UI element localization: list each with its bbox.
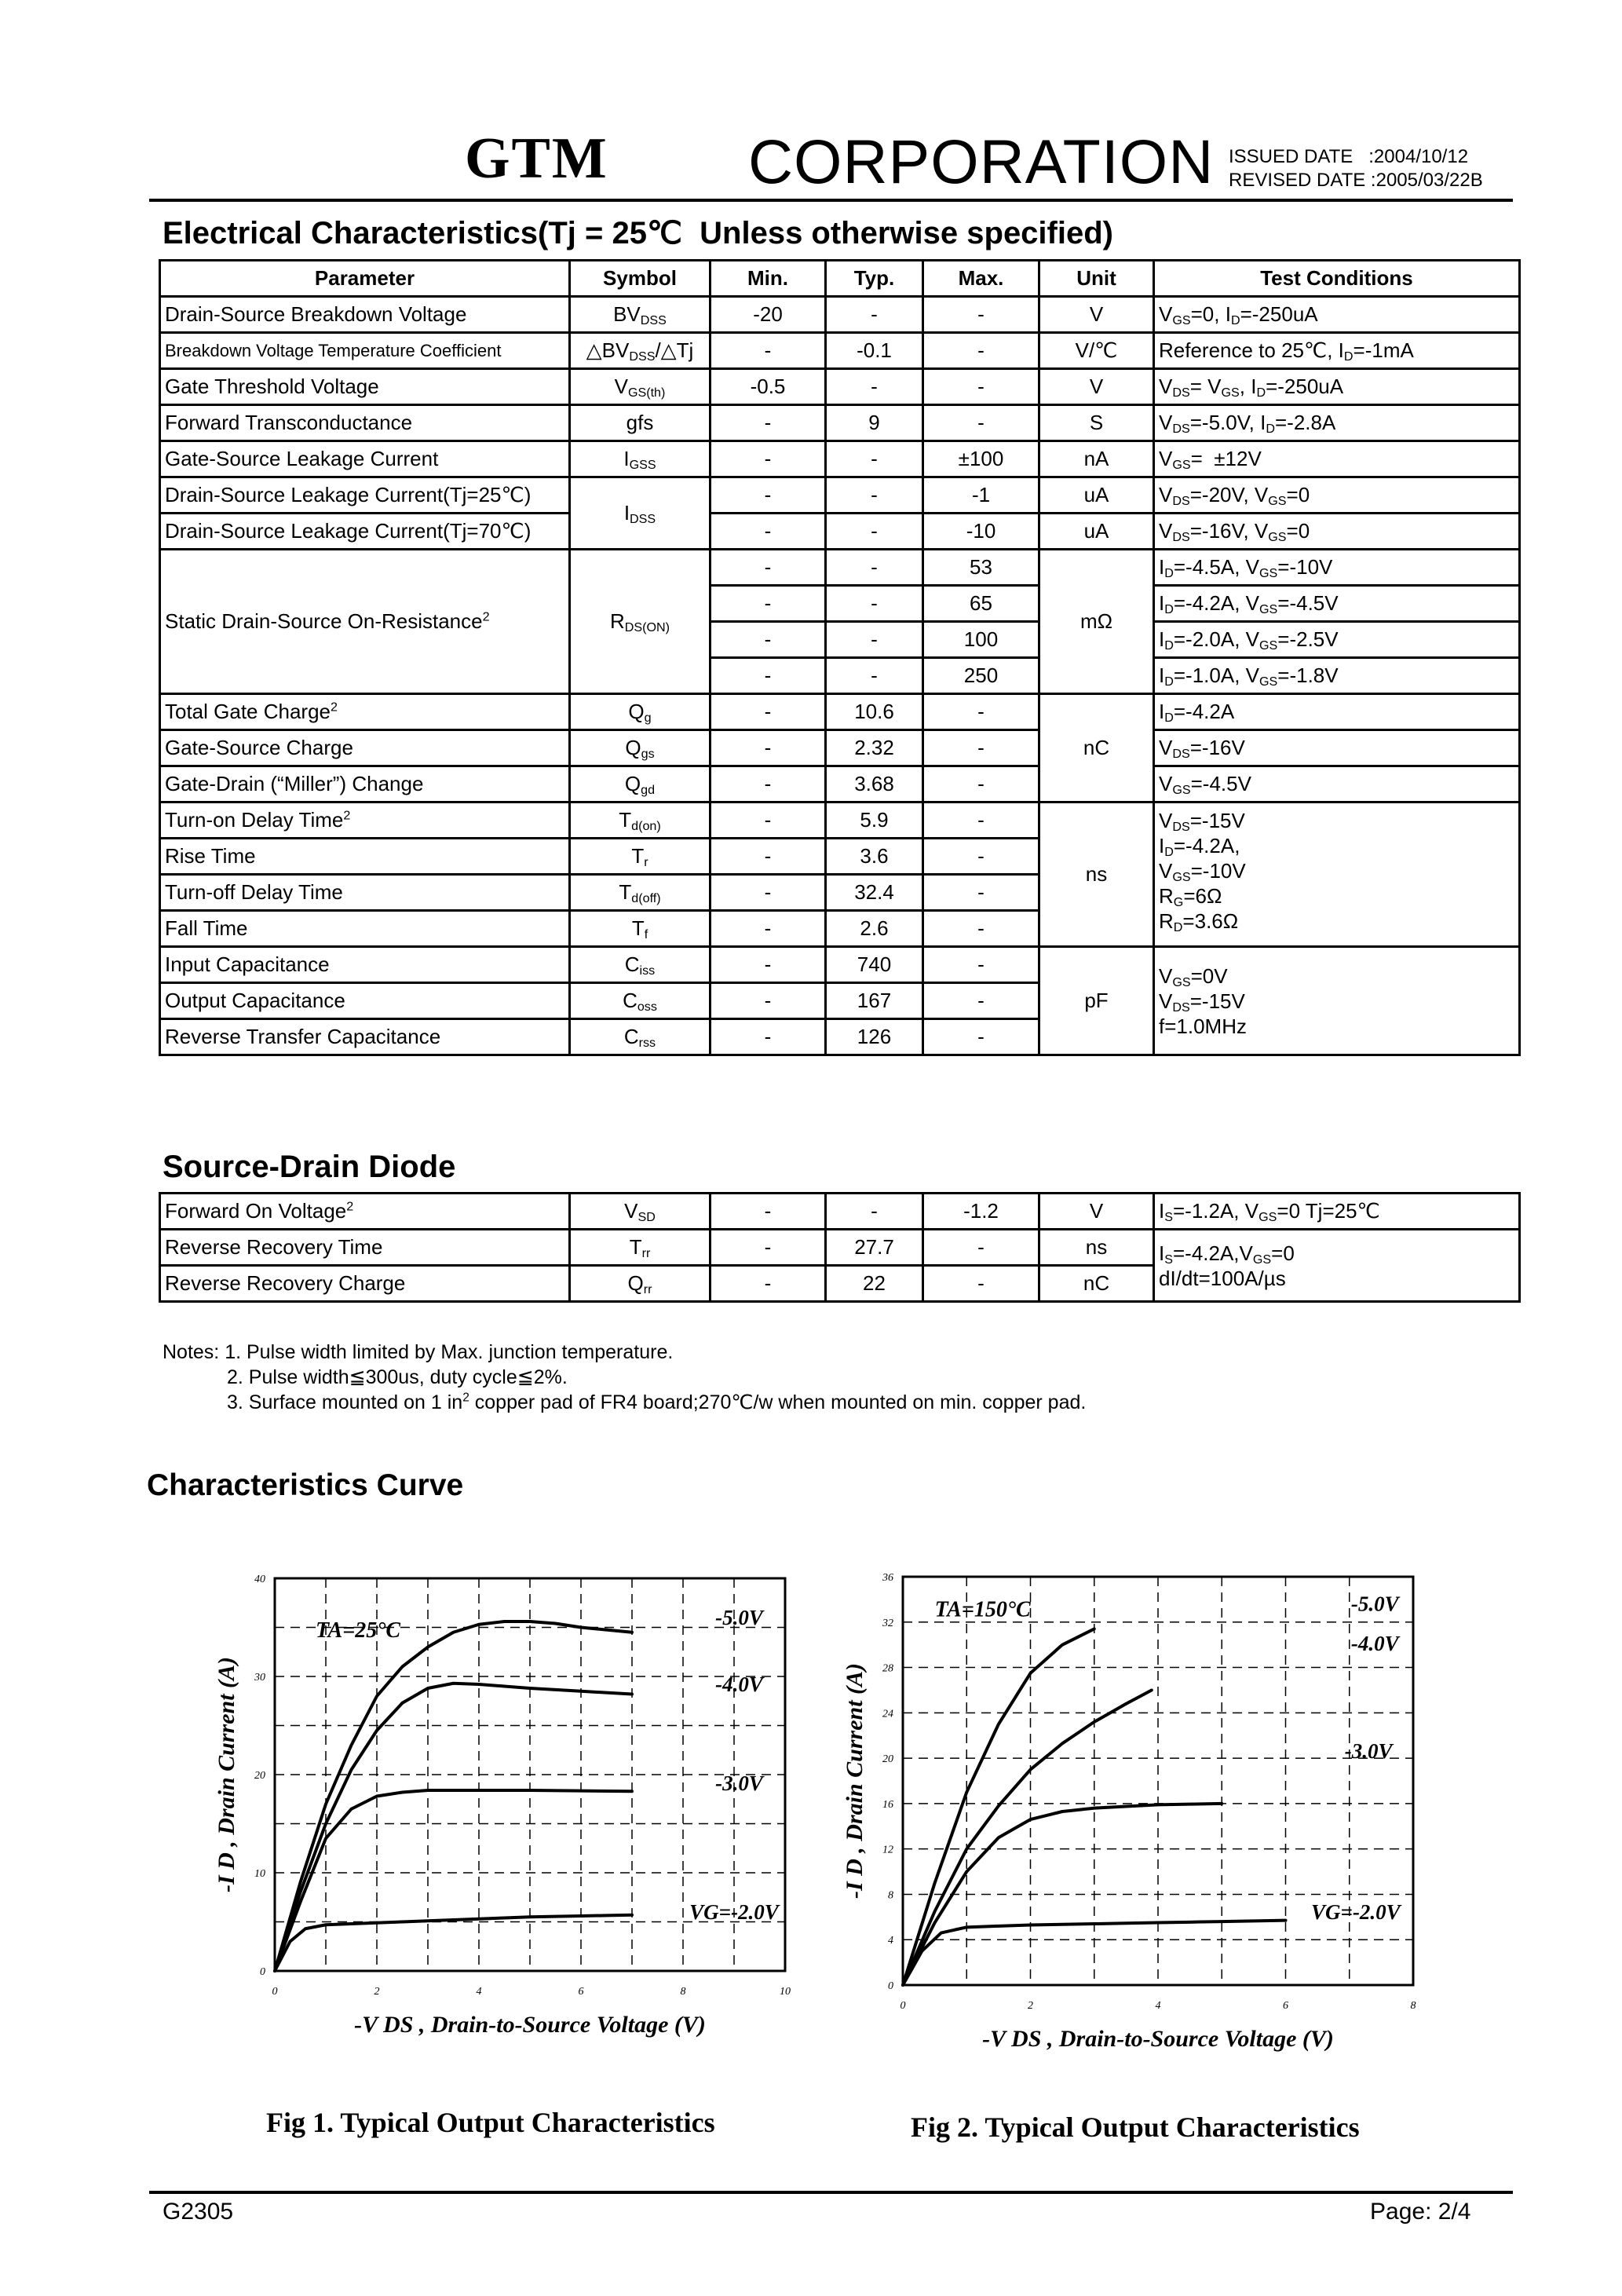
col-typ: Typ.: [826, 261, 923, 297]
typ-cell: 3.6: [826, 839, 923, 875]
table-row: [160, 730, 1520, 766]
table-row: [160, 369, 1520, 405]
unit-cell: nC: [1039, 694, 1154, 803]
series-line: [275, 1915, 632, 1971]
max-cell: -: [923, 766, 1039, 803]
typ-cell: -: [826, 441, 923, 477]
typ-cell: 3.68: [826, 766, 923, 803]
typ-cell: -0.1: [826, 333, 923, 369]
param-cell: Gate-Drain (“Miller”) Change: [160, 766, 570, 803]
symbol-cell: $C_{iss}$: [570, 947, 711, 983]
note-3: 3. Surface mounted on 1 $in^2$ copper pad of FR4 board;270℃/w when mounted on min. copper pad.: [227, 1391, 1087, 1413]
table-row: [160, 803, 1520, 839]
y-tick-label: 28: [882, 1662, 893, 1675]
symbol-cell: $I_{DSS}$: [570, 477, 711, 550]
min-cell: -: [711, 405, 826, 441]
x-tick-label: 6: [578, 1986, 584, 1998]
table-row: [160, 333, 1520, 369]
max-cell: -: [923, 839, 1039, 875]
x-axis-label: -V DS , Drain-to-Source Voltage (V): [982, 2026, 1334, 2052]
y-tick-label: 20: [882, 1753, 893, 1766]
cond-cell: $V_{GS}=0$, $I_D=-250uA$: [1154, 297, 1520, 333]
y-tick-label: 10: [254, 1868, 265, 1880]
col-unit: Unit: [1039, 261, 1154, 297]
min-cell: -: [711, 1019, 826, 1055]
param-cell: Gate-Source Leakage Current: [160, 441, 570, 477]
symbol-cell: $I_{GSS}$: [570, 441, 711, 477]
col-min: Min.: [711, 261, 826, 297]
param-cell: Drain-Source Breakdown Voltage: [160, 297, 570, 333]
param-cell: Rise Time: [160, 839, 570, 875]
condition-label: TA=25°C: [316, 1618, 401, 1643]
max-cell: -10: [923, 514, 1039, 550]
typ-cell: -: [826, 477, 923, 514]
min-cell: -: [711, 441, 826, 477]
max-cell: -: [923, 405, 1039, 441]
series-label: -4.0V: [715, 1672, 763, 1696]
typ-cell: 22: [826, 1266, 923, 1302]
typ-cell: -: [826, 369, 923, 405]
symbol-cell: $Q_g$: [570, 694, 711, 730]
unit-cell: V: [1039, 1194, 1154, 1230]
min-cell: -: [711, 586, 826, 622]
param-cell: Fall Time: [160, 911, 570, 947]
max-cell: -: [923, 333, 1039, 369]
fig1-caption: Fig 1. Typical Output Characteristics: [266, 2107, 715, 2138]
cond-cell: $I_D=-4.2A$: [1154, 694, 1520, 730]
typ-cell: 2.32: [826, 730, 923, 766]
note-2: 2. Pulse width≦300us, duty cycle≦2%.: [227, 1366, 568, 1388]
series-label: VG=-2.0V: [1311, 1900, 1401, 1925]
typ-cell: 740: [826, 947, 923, 983]
param-cell: Input Capacitance: [160, 947, 570, 983]
revised-date: REVISED DATE :2005/03/22B: [1229, 170, 1483, 191]
symbol-cell: $C_{oss}$: [570, 983, 711, 1019]
cond-cell: $V_{DS}=-16V$, $V_{GS}=0$: [1154, 514, 1520, 550]
max-cell: -1.2: [923, 1194, 1039, 1230]
x-tick-label: 0: [272, 1986, 278, 1998]
max-cell: -: [923, 694, 1039, 730]
fig2-chart: [832, 1539, 1460, 2089]
param-cell: Reverse Transfer Capacitance: [160, 1019, 570, 1055]
electrical-characteristics-table: [159, 259, 1521, 1056]
symbol-cell: $T_{d(off)}$: [570, 875, 711, 911]
table-row: [160, 766, 1520, 803]
series-label: -5.0V: [715, 1605, 763, 1629]
cond-cell: $I_D=-1.0A$, $V_{GS}=-1.8V$: [1154, 658, 1520, 694]
min-cell: -: [711, 803, 826, 839]
issued-date: ISSUED DATE :2004/10/12: [1229, 146, 1469, 167]
curves-title: Characteristics Curve: [147, 1468, 464, 1502]
y-tick-label: 8: [888, 1889, 893, 1902]
y-tick-label: 4: [888, 1935, 893, 1947]
typ-cell: 10.6: [826, 694, 923, 730]
min-cell: -: [711, 658, 826, 694]
typ-cell: -: [826, 586, 923, 622]
unit-cell: nC: [1039, 1266, 1154, 1302]
ec-title: Electrical Characteristics(Tj = 25℃ Unless otherwise specified): [163, 216, 1113, 250]
typ-cell: -: [826, 1194, 923, 1230]
y-axis-label: -I D , Drain Current (A): [214, 1656, 239, 1893]
series-label: -3.0V: [715, 1771, 763, 1795]
footer-page-number: Page: 2/4: [1370, 2199, 1471, 2225]
fig1-chart: [196, 1539, 824, 2097]
series-label: VG=-2.0V: [689, 1899, 779, 1924]
min-cell: -20: [711, 297, 826, 333]
symbol-cell: $T_{rr}$: [570, 1230, 711, 1266]
symbol-cell: $T_{d(on)}$: [570, 803, 711, 839]
x-tick-label: 2: [1028, 2000, 1033, 2012]
x-tick-label: 0: [900, 2000, 906, 2012]
symbol-cell: $Q_{gd}$: [570, 766, 711, 803]
series-label: -3.0V: [1344, 1739, 1393, 1764]
cond-cell: Reference to 25℃, $I_D=-1mA$: [1154, 333, 1520, 369]
param-cell: Drain-Source Leakage Current(Tj=70℃): [160, 514, 570, 550]
typ-cell: 167: [826, 983, 923, 1019]
param-cell: Reverse Recovery Time: [160, 1230, 570, 1266]
unit-cell: V: [1039, 369, 1154, 405]
min-cell: -: [711, 983, 826, 1019]
series-line: [903, 1690, 1152, 1985]
min-cell: -: [711, 1194, 826, 1230]
param-cell: Breakdown Voltage Temperature Coefficient: [160, 333, 570, 369]
y-tick-label: 12: [882, 1844, 893, 1856]
y-tick-label: 0: [888, 1980, 893, 1992]
company-name: CORPORATION: [748, 126, 1215, 196]
max-cell: ±100: [923, 441, 1039, 477]
typ-cell: -: [826, 550, 923, 586]
min-cell: -: [711, 1230, 826, 1266]
max-cell: -: [923, 911, 1039, 947]
y-axis-label: -I D , Drain Current (A): [842, 1662, 868, 1899]
x-tick-label: 10: [780, 1986, 791, 1998]
series-line: [275, 1684, 632, 1971]
cond-cell: $I_S=-1.2A$, $V_{GS}=0$ Tj=25℃: [1154, 1194, 1520, 1230]
param-cell: Gate-Source Charge: [160, 730, 570, 766]
cond-cell: $V_{DS}=-16V$: [1154, 730, 1520, 766]
x-tick-label: 8: [680, 1986, 686, 1998]
max-cell: -: [923, 803, 1039, 839]
cond-cell: $V_{DS}=-5.0V$, $I_D=-2.8A$: [1154, 405, 1520, 441]
max-cell: 250: [923, 658, 1039, 694]
note-1: Notes: 1. Pulse width limited by Max. junction temperature.: [163, 1341, 674, 1363]
typ-cell: 126: [826, 1019, 923, 1055]
min-cell: -: [711, 477, 826, 514]
typ-cell: 32.4: [826, 875, 923, 911]
min-cell: -: [711, 947, 826, 983]
y-tick-label: 16: [882, 1798, 893, 1811]
min-cell: -: [711, 875, 826, 911]
typ-cell: -: [826, 622, 923, 658]
max-cell: -: [923, 1266, 1039, 1302]
table-row: [160, 550, 1520, 586]
unit-cell: V: [1039, 297, 1154, 333]
min-cell: -: [711, 839, 826, 875]
table-row: [160, 477, 1520, 514]
cond-cell: $I_D=-4.5A$, $V_{GS}=-10V$: [1154, 550, 1520, 586]
min-cell: -: [711, 514, 826, 550]
symbol-cell: $\triangle BV_{DSS}/\triangle Tj$: [570, 333, 711, 369]
symbol-cell: $Q_{gs}$: [570, 730, 711, 766]
symbol-cell: $V_{GS(th)}$: [570, 369, 711, 405]
y-tick-label: 32: [882, 1617, 893, 1629]
param-cell: Turn-off Delay Time: [160, 875, 570, 911]
footer-part-number: G2305: [163, 2199, 234, 2225]
col-test-conditions: Test Conditions: [1154, 261, 1520, 297]
typ-cell: 9: [826, 405, 923, 441]
table-row: [160, 694, 1520, 730]
param-cell: Total Gate Charge$^2$: [160, 694, 570, 730]
table-row: [160, 947, 1520, 983]
typ-cell: 27.7: [826, 1230, 923, 1266]
y-tick-label: 0: [260, 1966, 265, 1978]
cond-cell: $V_{DS}=-20V$, $V_{GS}=0$: [1154, 477, 1520, 514]
revision-dates: [1229, 145, 1483, 192]
cond-cell: $I_D=-2.0A$, $V_{GS}=-2.5V$: [1154, 622, 1520, 658]
unit-cell: S: [1039, 405, 1154, 441]
symbol-cell: $BV_{DSS}$: [570, 297, 711, 333]
y-tick-label: 24: [882, 1708, 893, 1720]
series-label: -5.0V: [1350, 1592, 1399, 1616]
unit-cell: ns: [1039, 803, 1154, 947]
unit-cell: uA: [1039, 477, 1154, 514]
min-cell: -: [711, 1266, 826, 1302]
param-cell: Output Capacitance: [160, 983, 570, 1019]
symbol-cell: gfs: [570, 405, 711, 441]
y-tick-label: 36: [882, 1572, 893, 1584]
cond-cell: $V_{GS}=0V$ $V_{DS}=-15V$ f=1.0MHz: [1154, 947, 1520, 1055]
param-cell: Gate Threshold Voltage: [160, 369, 570, 405]
x-tick-label: 2: [374, 1986, 380, 1998]
max-cell: 100: [923, 622, 1039, 658]
sdd-title: Source-Drain Diode: [163, 1150, 456, 1184]
param-cell: Forward On Voltage$^2$: [160, 1194, 570, 1230]
table-header-row: [160, 261, 1520, 297]
max-cell: -: [923, 1230, 1039, 1266]
min-cell: -0.5: [711, 369, 826, 405]
param-cell: Static Drain-Source On-Resistance$^2$: [160, 550, 570, 694]
header-rule: [149, 199, 1513, 202]
typ-cell: -: [826, 658, 923, 694]
param-cell: Forward Transconductance: [160, 405, 570, 441]
symbol-cell: $T_f$: [570, 911, 711, 947]
max-cell: -: [923, 947, 1039, 983]
x-tick-label: 4: [1155, 2000, 1161, 2012]
unit-cell: pF: [1039, 947, 1154, 1055]
min-cell: -: [711, 911, 826, 947]
symbol-cell: $R_{DS(ON)}$: [570, 550, 711, 694]
min-cell: -: [711, 766, 826, 803]
y-tick-label: 40: [254, 1574, 265, 1585]
param-cell: Drain-Source Leakage Current(Tj=25℃): [160, 477, 570, 514]
y-tick-label: 20: [254, 1770, 265, 1782]
cond-cell: $V_{GS}=-4.5V$: [1154, 766, 1520, 803]
cond-cell: $I_D=-4.2A$, $V_{GS}=-4.5V$: [1154, 586, 1520, 622]
cond-cell: $I_S=-4.2A,V_{GS}=0$ dI/dt=100A/µs: [1154, 1230, 1520, 1302]
max-cell: -: [923, 730, 1039, 766]
x-tick-label: 6: [1283, 2000, 1288, 2012]
col-symbol: Symbol: [570, 261, 711, 297]
typ-cell: 5.9: [826, 803, 923, 839]
notes: [163, 1340, 1086, 1415]
company-logo: GTM: [465, 126, 608, 191]
max-cell: -: [923, 983, 1039, 1019]
min-cell: -: [711, 550, 826, 586]
table-row: [160, 297, 1520, 333]
cond-cell: $V_{GS}= \pm 12V$: [1154, 441, 1520, 477]
x-axis-label: -V DS , Drain-to-Source Voltage (V): [354, 2012, 706, 2038]
unit-cell: nA: [1039, 441, 1154, 477]
max-cell: 65: [923, 586, 1039, 622]
unit-cell: V/℃: [1039, 333, 1154, 369]
symbol-cell: $C_{rss}$: [570, 1019, 711, 1055]
x-tick-label: 8: [1410, 2000, 1416, 2012]
table-row: [160, 514, 1520, 550]
max-cell: -: [923, 875, 1039, 911]
max-cell: -1: [923, 477, 1039, 514]
symbol-cell: $Q_{rr}$: [570, 1266, 711, 1302]
min-cell: -: [711, 333, 826, 369]
table-row: [160, 1230, 1520, 1266]
table-row: [160, 441, 1520, 477]
table-row: [160, 1194, 1520, 1230]
unit-cell: ns: [1039, 1230, 1154, 1266]
condition-label: TA=150°C: [934, 1597, 1031, 1622]
col-parameter: Parameter: [160, 261, 570, 297]
unit-cell: mΩ: [1039, 550, 1154, 694]
footer-rule: [149, 2191, 1513, 2194]
max-cell: -: [923, 1019, 1039, 1055]
symbol-cell: $T_r$: [570, 839, 711, 875]
col-max: Max.: [923, 261, 1039, 297]
min-cell: -: [711, 694, 826, 730]
y-tick-label: 30: [254, 1672, 265, 1684]
typ-cell: -: [826, 514, 923, 550]
typ-cell: -: [826, 297, 923, 333]
table-row: [160, 405, 1520, 441]
max-cell: 53: [923, 550, 1039, 586]
param-cell: Reverse Recovery Charge: [160, 1266, 570, 1302]
symbol-cell: $V_{SD}$: [570, 1194, 711, 1230]
cond-cell: $V_{DS}= V_{GS}$, $I_D=-250uA$: [1154, 369, 1520, 405]
max-cell: -: [923, 369, 1039, 405]
series-label: -4.0V: [1350, 1631, 1399, 1655]
param-cell: Turn-on Delay Time$^2$: [160, 803, 570, 839]
min-cell: -: [711, 622, 826, 658]
x-tick-label: 4: [476, 1986, 482, 1998]
fig2-caption: Fig 2. Typical Output Characteristics: [911, 2111, 1360, 2143]
source-drain-diode-table: [159, 1192, 1521, 1303]
typ-cell: 2.6: [826, 911, 923, 947]
max-cell: -: [923, 297, 1039, 333]
min-cell: -: [711, 730, 826, 766]
cond-cell: $V_{DS}=-15V$ $I_D=-4.2A$, $V_{GS}=-10V$ $R_G=6\Omega$ $R_D=3.6\Omega$: [1154, 803, 1520, 947]
unit-cell: uA: [1039, 514, 1154, 550]
